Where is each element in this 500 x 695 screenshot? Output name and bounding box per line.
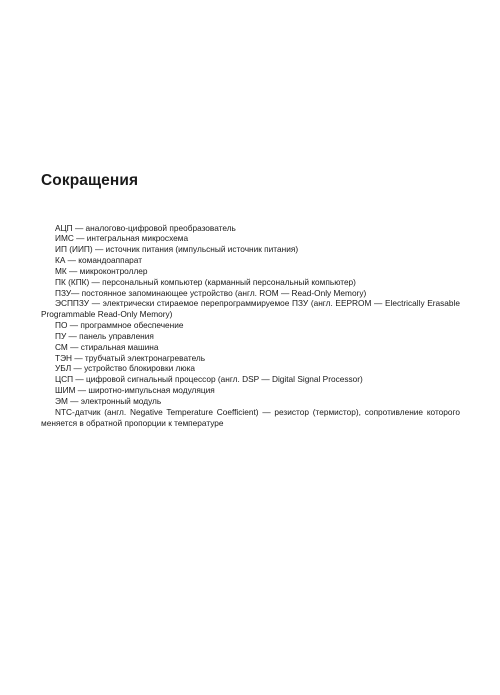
section-heading: Сокращения [41,172,139,189]
abbreviation-entry: УБЛ — устройство блокировки люка [55,363,196,374]
abbreviation-entry: ПУ — панель управления [55,330,154,341]
abbreviation-entry: ЭСППЗУ — электрически стираемое перепрограммируемое ПЗУ (англ. EEPROM — Electrically Erasable Programmable Read-Only Memory) [41,298,460,320]
abbreviation-entry: ИП (ИИП) — источник питания (импульсный источник питания) [55,244,299,255]
abbreviation-entry: ТЭН — трубчатый электронагреватель [55,352,206,363]
abbreviation-entry: NTC-датчик (англ. Negative Temperature Coefficient) — резистор (термистор), сопротивление которого меняется в обратной пропорции к температуре [41,406,460,428]
abbreviation-list [41,223,460,429]
abbreviation-entry: МК — микроконтроллер [55,265,148,276]
abbreviation-entry: КА — командоаппарат [55,255,143,266]
abbreviation-entry: ИМС — интегральная микросхема [55,233,189,244]
abbreviation-entry: ЭМ — электронный модуль [55,396,162,406]
abbreviation-entry: ПЗУ— постоянное запоминающее устройство (англ. ROM — Read-Only Memory) [55,287,367,298]
abbreviation-entry: ПО — программное обеспечение [55,320,184,331]
abbreviation-entry: СМ — стиральная машина [55,341,159,352]
abbreviation-entry: ЦСП — цифровой сигнальный процессор (англ. DSP — Digital Signal Processor) [55,374,363,385]
abbreviation-entry: ПК (КПК) — персональный компьютер (карманный персональный компьютер) [55,276,356,287]
abbreviation-entry: ШИМ — широтно-импульсная модуляция [55,385,215,396]
abbreviation-entry: АЦП — аналогово-цифровой преобразователь [55,222,236,233]
